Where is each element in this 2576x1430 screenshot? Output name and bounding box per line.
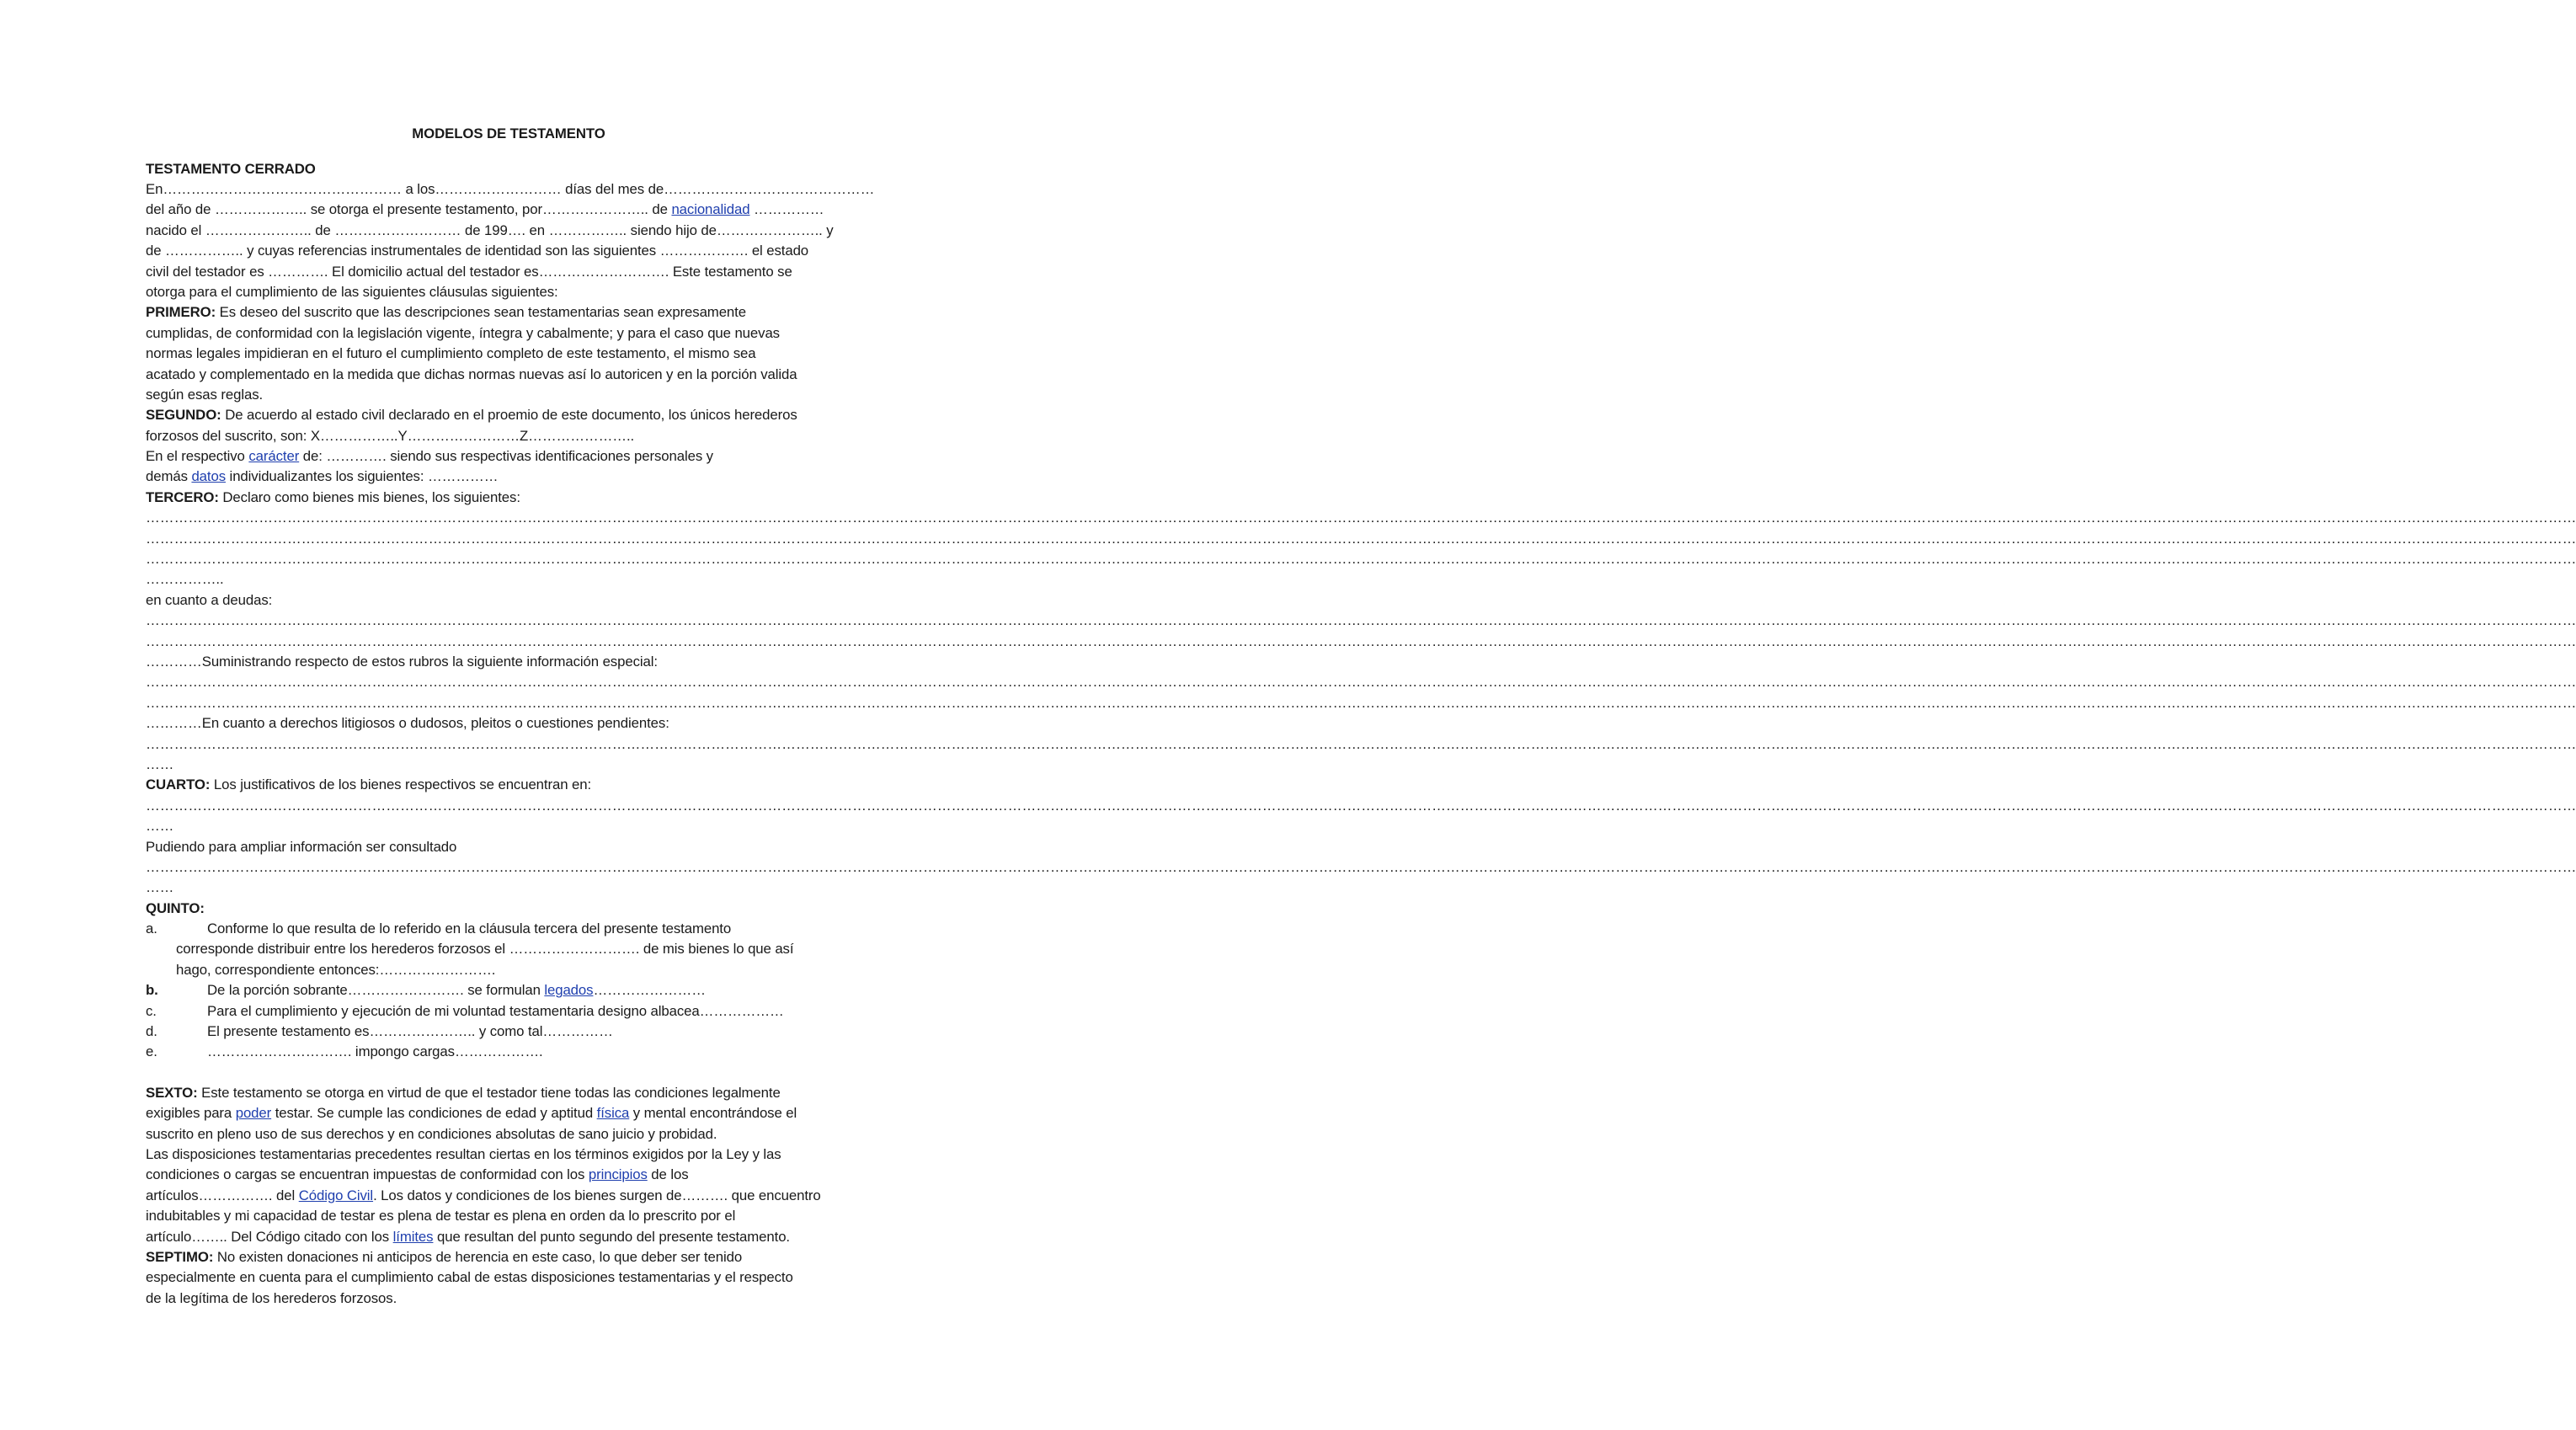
dotted-fill-line: ………………………………………………………………………………………………………………………………………………………………………………………………………………………………………………………………………………………………………………………………………………………………………………………………………………………………………………………………………… xyxy=(146,735,2576,752)
clause-sexto: SEXTO: Este testamento se otorga en virtud de que el testador tiene todas las condiciones legalmente exigibles para poder testar. Se cumple las condiciones de edad y aptitud física y mental encontrándose el suscrito en pleno uso de sus derechos y en condiciones absolutas de sano juicio y probidad. Las disposiciones testamentarias precedentes resultan ciertas en los términos exigidos por la Ley y las condiciones o cargas se encuentran impuestas de conformidad con los principios de los artículos……………. del Código Civil. Los datos y condiciones de los bienes surgen de………. que encuentro indubitables y mi capacidad de testar es plena de testar es plena en orden da lo prescrito por el artículo…….. Del Código citado con los límites que resultan del punto segundo del presente testamento. xyxy=(146,1084,821,1245)
intro-line: civil del testador es …………. El domicilio actual del testador es………………………. Este testamento se xyxy=(146,263,792,280)
clause-label: SEXTO: xyxy=(146,1084,198,1101)
list-item: d. El presente testamento es………………….. y como tal…………… xyxy=(146,1022,872,1042)
dotted-fill-line: ………………………………………………………………………………………………………………………………………………………………………………………………………………………………………………………………………………………………………………………………………………………………………………………………………………………………………………………………………… xyxy=(146,674,2576,691)
dotted-fill-short: …… xyxy=(146,818,174,835)
dotted-fill-line: ………………………………………………………………………………………………………………………………………………………………………………………………………………………………………………………………………………………………………………………………………………………………………………………………………………………………………………………………………… xyxy=(146,694,2576,711)
deudas-label: en cuanto a deudas: xyxy=(146,591,273,608)
dotted-fill-line: ………………………………………………………………………………………………………………………………………………………………………………………………………………………………………………………………………………………………………………………………………………………………………………………………………………………………………………………………………… xyxy=(146,612,2576,629)
list-marker: b. xyxy=(146,982,158,999)
clause-label: SEGUNDO: xyxy=(146,407,221,424)
clause-label: PRIMERO: xyxy=(146,304,216,321)
dotted-fill-short: …………….. xyxy=(146,571,224,588)
clause-primero: PRIMERO: Es deseo del suscrito que las descripciones sean testamentarias sean expresamente cumplidas, de conformidad con la legislación vigente, íntegra y cabalmente; y para el caso que nuevas normas legales impidieran en el futuro el cumplimiento completo de este testamento, el mismo sea acatado y complementado en la medida que dichas normas nuevas así lo autoricen y en la porción valida según esas reglas. xyxy=(146,304,797,403)
intro-paragraph xyxy=(146,179,875,302)
clause-label: QUINTO: xyxy=(146,899,205,916)
list-marker: d. xyxy=(146,1023,157,1040)
list-item: a. Conforme lo que resulta de lo referido en la cláusula tercera del presente testamento corresponde distribuir entre los herederos forzosos el ………………………. de mis bienes lo que así hago, correspondiente entonces:……………………. xyxy=(146,920,794,978)
dotted-fill-line: ………………………………………………………………………………………………………………………………………………………………………………………………………………………………………………………………………………………………………………………………………………………………………………………………………………………………………………………………………… xyxy=(146,530,2576,547)
list-item: e. …………………………. impongo cargas………………. xyxy=(146,1042,872,1062)
quinto-list xyxy=(146,919,872,1063)
intro-line: de …………….. y cuyas referencias instrumentales de identidad son las siguientes ………………. el estado xyxy=(146,243,809,259)
list-item: c. Para el cumplimiento y ejecución de mi voluntad testamentaria designo albacea……………… xyxy=(146,1001,872,1022)
dotted-fill-short: …… xyxy=(146,755,174,772)
clause-label: CUARTO: xyxy=(146,776,211,793)
list-marker: a. xyxy=(146,920,157,937)
dotted-fill-short: …… xyxy=(146,879,174,896)
list-item: b. De la porción sobrante……………………. se formulan legados…………………… xyxy=(146,980,872,1000)
document-title: MODELOS DE TESTAMENTO xyxy=(412,125,605,141)
link-datos[interactable]: datos xyxy=(191,468,226,485)
intro-line: del año de ……………….. se otorga el presente testamento, por………………….. de nacionalidad …………… xyxy=(146,201,824,218)
dotted-fill-line: ………………………………………………………………………………………………………………………………………………………………………………………………………………………………………………………………………………………………………………………………………………………………………………………………………………………………………………………………………… xyxy=(146,632,2576,649)
clause-label: TERCERO: xyxy=(146,488,219,505)
intro-line: En…………………………………………… a los……………………… días del mes de……………………………………… xyxy=(146,181,875,197)
dotted-fill-line: ………………………………………………………………………………………………………………………………………………………………………………………………………………………………………………………………………………………………………………………………………………………………………………………………………………………………………………………………………… xyxy=(146,797,2576,814)
clause-septimo: SEPTIMO: No existen donaciones ni anticipos de herencia en este caso, lo que deber ser tenido especialmente en cuenta para el cumplimiento cabal de estas disposiciones testamentarias y el respecto de la legítima de los herederos forzosos. xyxy=(146,1248,793,1306)
link-fisica[interactable]: física xyxy=(596,1105,630,1122)
link-poder[interactable]: poder xyxy=(235,1105,272,1122)
dotted-fill-line: ………………………………………………………………………………………………………………………………………………………………………………………………………………………………………………………………………………………………………………………………………………………………………………………………………………………………………………………………………… xyxy=(146,858,2576,875)
litigiosos-line: …………En cuanto a derechos litigiosos o dudosos, pleitos o cuestiones pendientes: xyxy=(146,715,669,732)
consulta-line: Pudiendo para ampliar información ser consultado xyxy=(146,838,457,855)
link-nacionalidad[interactable]: nacionalidad xyxy=(671,201,750,218)
clause-segundo: SEGUNDO: De acuerdo al estado civil declarado en el proemio de este documento, los únicos herederos forzosos del suscrito, son: X……………..Y……………………Z………………….. En el respectivo carácter de: …………. siendo sus respectivas identificaciones personales y demás datos individualizantes los siguientes: …………… xyxy=(146,407,797,485)
link-limites[interactable]: límites xyxy=(392,1228,434,1245)
spacer xyxy=(146,1063,872,1083)
link-principios[interactable]: principios xyxy=(588,1166,648,1183)
document-body xyxy=(146,124,2576,1309)
list-marker: c. xyxy=(146,1002,157,1019)
link-legados[interactable]: legados xyxy=(544,982,594,999)
section-heading: TESTAMENTO CERRADO xyxy=(146,161,316,177)
intro-line: nacido el ………………….. de ……………………… de 199…. en …………….. siendo hijo de………………….. y xyxy=(146,221,834,238)
clause-cuarto: CUARTO: Los justificativos de los bienes respectivos se encuentran en: ………………………………………………………………………………………………………………………………………………………………………………………………………………………………………………………………………………………………………………………………………………………………………………………………………………………………………………………………………… …… Pudiendo para ampliar información ser consultado ………………………………………………………………………………………………………………………………………………………………………………………………………………………………………………………………………………………………………………………………………………………………………………………………………………………………………………………………………… …… xyxy=(146,775,872,898)
link-caracter[interactable]: carácter xyxy=(248,448,300,465)
dotted-fill-line: ………………………………………………………………………………………………………………………………………………………………………………………………………………………………………………………………………………………………………………………………………………………………………………………………………………………………………………………………………… xyxy=(146,551,2576,568)
clause-tercero: TERCERO: Declaro como bienes mis bienes, los siguientes: ………………………………………………………………………………………………………………………………………………………………………………………………………………………………………………………………………………………………………………………………………………………………………………………………………………………………………………………………………… ………………………………………………………………………………………………………………………………………………………………………………………………………………………………………………………………………………………………………………………………………………………………………………………………………………………………………………………………………… ………………………………………………………………………………………………………………………………………………………………………………………………………………………………………………………………………………………………………………………………………………………………………………………………………………………………………………………………………… …………….. en cuanto a deudas: ………………………………………………………………………………………………………………………………………………………………………………………………………………………………………………………………………………………………………………………………………………………………………………………………………………………………………………………………………… ………………………………………………………………………………………………………………………………………………………………………………………………………………………………………………………………………………………………………………………………………………………………………………………………………………………………………………………………………… …………Suministrando respecto de estos rubros la siguiente información especial: ………………………………………………………………………………………………………………………………………………………………………………………………………………………………………………………………………………………………………………………………………………………………………………………………………………………………………………………………………… ………………………………………………………………………………………………………………………………………………………………………………………………………………………………………………………………………………………………………………………………………………………………………………………………………………………………………………………………………… …………En cuanto a derechos litigiosos o dudosos, pleitos o cuestiones pendientes: ………………………………………………………………………………………………………………………………………………………………………………………………………………………………………………………………………………………………………………………………………………………………………………………………………………………………………………………………………… …… xyxy=(146,488,872,775)
suministrando-line: …………Suministrando respecto de estos rubros la siguiente información especial: xyxy=(146,653,658,670)
dotted-fill-line: ………………………………………………………………………………………………………………………………………………………………………………………………………………………………………………………………………………………………………………………………………………………………………………………………………………………………………………………………………… xyxy=(146,510,2576,526)
list-marker: e. xyxy=(146,1043,157,1060)
intro-line: otorga para el cumplimiento de las siguientes cláusulas siguientes: xyxy=(146,283,558,300)
link-codigo-civil[interactable]: Código Civil xyxy=(298,1187,374,1203)
clause-label: SEPTIMO: xyxy=(146,1248,214,1265)
clause-quinto xyxy=(146,899,872,1063)
